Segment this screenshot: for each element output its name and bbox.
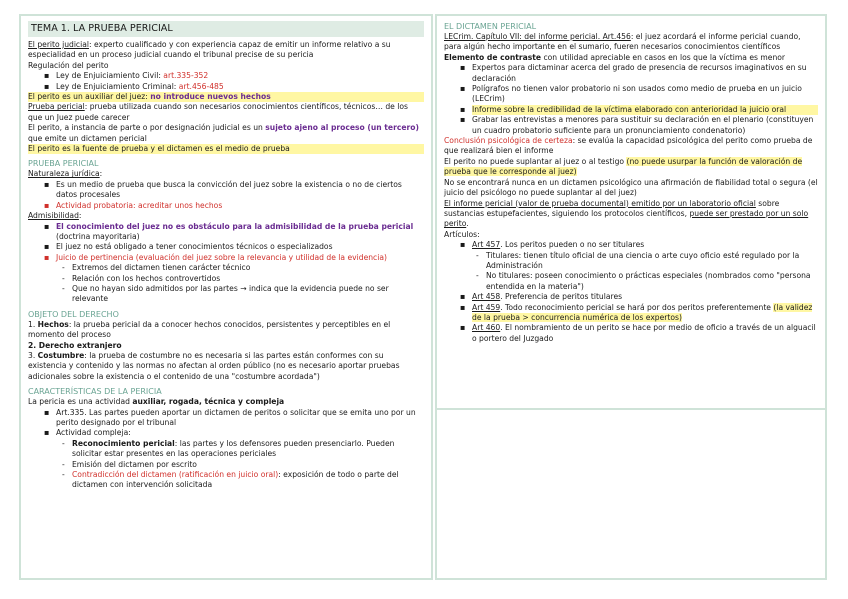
- admisibilidad-list: [28, 222, 424, 264]
- page-title: TEMA 1. LA PRUEBA PERICIAL: [28, 21, 424, 37]
- caract-intro: La pericia es una actividad auxiliar, rogada, técnica y compleja: [28, 397, 285, 407]
- contraste-list: [444, 63, 818, 136]
- section-heading-dictamen: EL DICTAMEN PERICIAL: [444, 22, 537, 31]
- list-item: ▪ Art 458. Preferencia de peritos titulares: [472, 292, 818, 302]
- regulation-label: Regulación del perito: [28, 60, 109, 70]
- list-item: ▪ El juez no está obligado a tener conocimientos técnicos o especializados: [56, 242, 424, 252]
- admisibilidad-label: Admisibilidad:: [28, 211, 82, 221]
- list-item: ▪ Actividad compleja:: [56, 428, 424, 438]
- actividad-sublist: [28, 439, 424, 491]
- prueba-pericial-definition: Prueba pericial: prueba utilizada cuando son necesarios conocimientos científicos, técnicos… de los que un Juez puede carecer: [28, 102, 408, 122]
- conclusion-line: Conclusión psicológica de certeza: se evalúa la capacidad psicológica del perito como prueba de que realizará bien el informe: [444, 136, 813, 156]
- list-item: - Titulares: tienen título oficial de una ciencia o arte cuyo oficio esté regulado por la Administración: [486, 251, 818, 272]
- list-item: ▪ El conocimiento del juez no es obstáculo para la admisibilidad de la prueba pericial (doctrina mayoritaria): [56, 222, 424, 243]
- list-item: - No titulares: poseen conocimiento o prácticas especiales (nombrados como "persona entendida en la materia"): [486, 271, 818, 292]
- list-item: ▪ Art 457. Los peritos pueden o no ser titulares - Titulares: tienen título oficial de una ciencia o arte cuyo oficio esté regulado por la Administración - No titulares: poseen conocimiento o prácticas especiales (nombrados como "persona entendida en la materia"): [472, 240, 818, 292]
- objeto-item-3: 3. Costumbre: la prueba de costumbre no es necesaria si las partes están conformes con su existencia y contenido y las normas no afectan al orden público (no es necesario aportar pruebas adicionales sobre la existencia o el contenido de una "costumbre acordada"): [28, 350, 400, 381]
- list-item: - Reconocimiento pericial: las partes y los defensores pueden presenciarlo. Pueden solicitar estar presentes en las operaciones periciales: [72, 439, 424, 460]
- list-item: ▪ Es un medio de prueba que busca la convicción del juez sobre la existencia o no de ciertos datos procesales: [56, 180, 424, 201]
- list-item: ▪ Juicio de pertinencia (evaluación del juez sobre la relevancia y utilidad de la evidencia): [56, 253, 424, 263]
- art457-sublist: [472, 251, 818, 293]
- right-empty-panel: [435, 410, 827, 580]
- fuente-line: El perito es la fuente de prueba y el dictamen es el medio de prueba: [28, 144, 424, 154]
- list-item: ▪ Polígrafos no tienen valor probatorio ni son usados como medio de prueba en un juicio (LECrim): [472, 84, 818, 105]
- list-item: ▪ Ley de Enjuiciamiento Criminal: art.456-485: [56, 82, 424, 92]
- list-item: ▪ Actividad probatoria: acreditar unos hechos: [56, 201, 424, 211]
- pertinencia-sublist: [28, 263, 424, 305]
- no-se-line: No se encontrará nunca en un dictamen psicológico una afirmación de fiabilidad total o segura (el juicio del psicólogo no puede suplantar al del juez): [444, 177, 818, 198]
- section-heading-objeto: OBJETO DEL DERECHO: [28, 309, 119, 319]
- objeto-item-1: 1. Hechos: la prueba pericial da a conocer hechos conocidos, persistentes y perceptibles en el momento del proceso: [28, 319, 391, 340]
- list-item: ▪ Art 460. El nombramiento de un perito se hace por medio de oficio a través de un alguacil o portero del Juzgado: [472, 323, 818, 344]
- objeto-item-2: 2. Derecho extranjero: [28, 340, 122, 350]
- naturaleza-list: [28, 180, 424, 211]
- caract-list: [28, 408, 424, 439]
- list-item: - Que no hayan sido admitidos por las partes → indica que la evidencia puede no ser relevante: [72, 284, 424, 305]
- list-item: ▪ Art.335. Las partes pueden aportar un dictamen de peritos o solicitar que se emita uno por un perito designado por el tribunal: [56, 408, 424, 429]
- instancia-line: El perito, a instancia de parte o por designación judicial es un sujeto ajeno al proceso (un tercero) que emite un dictamen pericial: [28, 123, 419, 143]
- list-item: - Emisión del dictamen por escrito: [72, 460, 424, 470]
- list-item: ▪ Informe sobre la credibilidad de la víctima elaborado con anterioridad la juicio oral: [472, 105, 818, 115]
- section-heading-prueba: PRUEBA PERICIAL: [28, 159, 99, 169]
- right-panel: [435, 14, 827, 410]
- list-item: ▪ Ley de Enjuiciamiento Civil: art.335-352: [56, 71, 424, 81]
- list-item: - Contradicción del dictamen (ratificación en juicio oral): exposición de todo o parte del dictamen con intervención solicitada: [72, 470, 424, 491]
- list-item: ▪ Art 459. Todo reconocimiento pericial se hará por dos peritos preferentemente (la validez de la prueba > concurrencia numérica de los expertos): [472, 303, 818, 324]
- articulos-list: [444, 240, 818, 344]
- lecrim-line: LECrim. Capítulo VII: del informe pericial. Art.456: el juez acordará el informe pericial cuando, para algún hecho importante en el sumario, fueren necesarios conocimientos científicos: [444, 32, 801, 52]
- section-heading-caracteristicas: CARACTERÍSTICAS DE LA PERICIA: [28, 387, 162, 397]
- informe-line: El informe pericial (valor de prueba documental) emitido por un laboratorio oficial sobre sustancias estupefacientes, siguiendo los protocolos científicos, puede ser prestado por un solo perito.: [444, 198, 809, 229]
- list-item: - Relación con los hechos controvertidos: [72, 274, 424, 284]
- naturaleza-label: Naturaleza jurídica:: [28, 169, 103, 179]
- laws-list: [28, 71, 424, 92]
- list-item: ▪ Grabar las entrevistas a menores para sustituir su declaración en el plenario (constituyen un cuadro probatorio suficiente para un pronunciamiento condenatorio): [472, 115, 818, 136]
- auxiliar-line: El perito es un auxiliar del juez: no introduce nuevos hechos: [28, 92, 424, 102]
- list-item: - Extremos del dictamen tienen carácter técnico: [72, 263, 424, 273]
- perito-definition: El perito judicial: experto cualificado y con experiencia capaz de emitir un informe relativo a su especialidad en un proceso judicial cuando el tribunal precise de su pericia: [28, 40, 391, 60]
- articulos-label: Artículos:: [444, 229, 480, 239]
- suplantar-line: El perito no puede suplantar al juez o al testigo (no puede usurpar la función de valoración de prueba que le corresponde al juez): [444, 156, 803, 177]
- left-panel: [19, 14, 433, 580]
- contraste-line: Elemento de contraste con utilidad apreciable en casos en los que la víctima es menor: [444, 52, 786, 62]
- list-item: ▪ Expertos para dictaminar acerca del grado de presencia de recursos imaginativos en su declaración: [472, 63, 818, 84]
